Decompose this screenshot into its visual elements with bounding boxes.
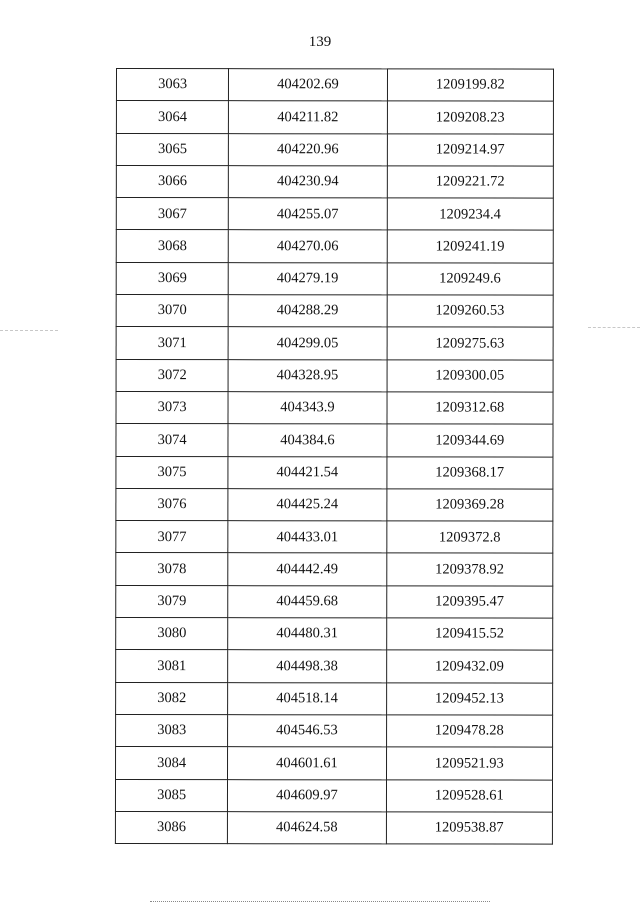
y-coordinate-cell: 1209478.28: [386, 715, 552, 748]
y-coordinate-cell: 1209395.47: [386, 586, 552, 619]
table-row: [116, 650, 553, 683]
y-coordinate-cell: 1209538.87: [386, 812, 552, 845]
y-coordinate-cell: 1209521.93: [386, 747, 552, 780]
point-id-cell: 3065: [116, 133, 228, 165]
table-row: [116, 295, 553, 328]
y-coordinate-cell: 1209432.09: [386, 650, 552, 683]
x-coordinate-cell: 404279.19: [228, 262, 386, 295]
point-id-cell: 3086: [115, 811, 227, 843]
y-coordinate-cell: 1209312.68: [387, 392, 553, 425]
x-coordinate-cell: 404288.29: [228, 295, 386, 328]
point-id-cell: 3082: [116, 682, 228, 714]
table-row: [116, 327, 553, 360]
x-coordinate-cell: 404220.96: [229, 133, 387, 166]
scan-artifact-right: [588, 327, 640, 328]
table-row: [116, 682, 553, 715]
point-id-cell: 3077: [116, 521, 228, 553]
point-id-cell: 3081: [116, 650, 228, 682]
x-coordinate-cell: 404255.07: [229, 198, 387, 231]
x-coordinate-cell: 404498.38: [228, 650, 386, 683]
point-id-cell: 3069: [116, 262, 228, 294]
table-row: [116, 747, 553, 780]
coordinate-table: [115, 68, 554, 845]
x-coordinate-cell: 404624.58: [228, 811, 386, 844]
x-coordinate-cell: 404384.6: [228, 424, 386, 457]
table-row: [116, 553, 553, 586]
y-coordinate-cell: 1209214.97: [387, 133, 553, 166]
point-id-cell: 3080: [116, 618, 228, 650]
point-id-cell: 3072: [116, 359, 228, 391]
y-coordinate-cell: 1209260.53: [387, 295, 553, 328]
point-id-cell: 3064: [116, 101, 228, 133]
coordinate-table-body: [115, 69, 553, 845]
point-id-cell: 3073: [116, 391, 228, 423]
x-coordinate-cell: 404211.82: [229, 101, 387, 134]
x-coordinate-cell: 404601.61: [228, 747, 386, 780]
table-row: [116, 456, 553, 489]
x-coordinate-cell: 404433.01: [228, 521, 386, 554]
x-coordinate-cell: 404328.95: [228, 359, 386, 392]
table-row: [116, 585, 553, 618]
y-coordinate-cell: 1209369.28: [386, 489, 552, 522]
point-id-cell: 3074: [116, 424, 228, 456]
y-coordinate-cell: 1209241.19: [387, 230, 553, 263]
point-id-cell: 3078: [116, 553, 228, 585]
y-coordinate-cell: 1209249.6: [387, 263, 553, 296]
point-id-cell: 3076: [116, 488, 228, 520]
table-row: [116, 359, 553, 392]
y-coordinate-cell: 1209300.05: [387, 360, 553, 393]
y-coordinate-cell: 1209415.52: [386, 618, 552, 651]
x-coordinate-cell: 404421.54: [228, 456, 386, 489]
point-id-cell: 3075: [116, 456, 228, 488]
y-coordinate-cell: 1209234.4: [387, 198, 553, 231]
y-coordinate-cell: 1209344.69: [387, 424, 553, 457]
table-row: [116, 618, 553, 651]
x-coordinate-cell: 404299.05: [228, 327, 386, 360]
y-coordinate-cell: 1209275.63: [387, 327, 553, 360]
table-row: [116, 198, 553, 231]
x-coordinate-cell: 404270.06: [228, 230, 386, 263]
table-row: [116, 424, 553, 457]
point-id-cell: 3070: [116, 295, 228, 327]
table-row: [116, 230, 553, 263]
table-row: [116, 133, 553, 166]
table-row: [116, 69, 553, 102]
x-coordinate-cell: 404425.24: [228, 489, 386, 522]
x-coordinate-cell: 404343.9: [228, 392, 386, 425]
table-row: [116, 101, 553, 134]
y-coordinate-cell: 1209452.13: [386, 683, 552, 716]
x-coordinate-cell: 404609.97: [228, 779, 386, 812]
table-row: [116, 488, 553, 521]
point-id-cell: 3068: [116, 230, 228, 262]
x-coordinate-cell: 404518.14: [228, 682, 386, 715]
x-coordinate-cell: 404230.94: [229, 166, 387, 199]
scan-artifact-bottom: [150, 901, 490, 902]
y-coordinate-cell: 1209208.23: [387, 101, 553, 134]
table-row: [116, 165, 553, 198]
point-id-cell: 3085: [115, 779, 227, 811]
page-number: 139: [308, 34, 332, 50]
table-row: [115, 779, 552, 812]
table-row: [116, 391, 553, 424]
y-coordinate-cell: 1209528.61: [386, 779, 552, 812]
table-row: [115, 811, 552, 844]
point-id-cell: 3066: [116, 165, 228, 197]
x-coordinate-cell: 404546.53: [228, 715, 386, 748]
point-id-cell: 3063: [116, 69, 228, 101]
table-row: [116, 521, 553, 554]
y-coordinate-cell: 1209372.8: [386, 521, 552, 554]
x-coordinate-cell: 404202.69: [229, 69, 387, 102]
table-row: [116, 714, 553, 747]
point-id-cell: 3083: [116, 714, 228, 746]
y-coordinate-cell: 1209368.17: [387, 456, 553, 489]
table-row: [116, 262, 553, 295]
y-coordinate-cell: 1209221.72: [387, 166, 553, 199]
point-id-cell: 3071: [116, 327, 228, 359]
x-coordinate-cell: 404442.49: [228, 553, 386, 586]
x-coordinate-cell: 404480.31: [228, 618, 386, 651]
scan-artifact-left: [0, 330, 58, 331]
point-id-cell: 3079: [116, 585, 228, 617]
point-id-cell: 3084: [116, 747, 228, 779]
y-coordinate-cell: 1209378.92: [386, 553, 552, 586]
point-id-cell: 3067: [116, 198, 228, 230]
y-coordinate-cell: 1209199.82: [387, 69, 553, 102]
x-coordinate-cell: 404459.68: [228, 585, 386, 618]
